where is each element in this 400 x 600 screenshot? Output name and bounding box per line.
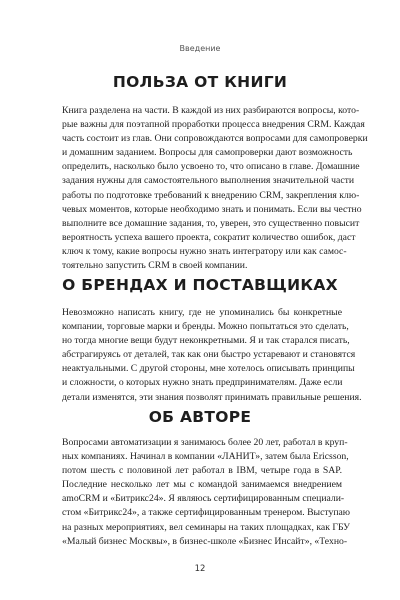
page-number: 12 — [194, 564, 206, 574]
text-line: абстрагируясь от деталей, так как они быстро устаревают и становятся — [62, 349, 356, 361]
text-line: Невозможно написать книгу, где не упоминались бы конкретные — [62, 307, 342, 318]
text-line: на разных мероприятиях, вел семинары на таких площадках, как ГБУ — [62, 521, 351, 533]
text-line: «Малый бизнес Москвы», в бизнес-школе «Бизнес Инсайт», «Техно- — [62, 535, 348, 547]
section-heading-benefit: ПОЛЬЗА ОТ КНИГИ — [112, 73, 288, 91]
text-line: Вопросами автоматизации я занимаюсь более 20 лет, работал в круп- — [62, 437, 348, 448]
section-paragraph-author — [62, 436, 351, 549]
text-line: ных компаниях. Начинал в компании «ЛАНИТ», затем была Ericsson, — [62, 451, 349, 463]
text-line: чевых моментов, которые необходимо знать и понимать. Если вы честно — [62, 203, 362, 215]
text-line: задания нужны для самостоятельного выполнения значительной части — [62, 175, 355, 187]
section-heading-brands: О БРЕНДАХ И ПОСТАВЩИКАХ — [62, 276, 338, 294]
text-line: вероятность успеха вашего проекта, сократит количество ошибок, даст — [62, 231, 356, 243]
text-line: amoCRM и «Битрикс24». Я являюсь сертифицированным специали- — [62, 493, 345, 505]
text-line: рые важны для поэтапной проработки процесса внедрения CRM. Каждая — [62, 119, 365, 131]
text-line: работы по подготовке требований к внедрению CRM, закрепления клю- — [62, 189, 360, 201]
text-line: потом шесть с половиной лет работал в IBM, четыре года в SAP. — [62, 465, 342, 477]
text-line: Последние несколько лет мы с командой занимаемся внедрением — [62, 479, 342, 491]
section-heading-author: ОБ АВТОРЕ — [148, 408, 252, 426]
text-line: выполните все домашние задания, то, уверен, это существенно повысит — [62, 217, 360, 229]
text-line: ключ к тому, какие вопросы нужно знать интегратору или как самос- — [62, 245, 347, 257]
text-line: и домашним заданием. Вопросы для самопроверки дают возможность — [62, 147, 353, 159]
running-head: Введение — [179, 44, 221, 53]
section-paragraph-benefit — [62, 104, 368, 273]
text-line: но тогда многие вещи будут неконкретными. Я и так старался писать, — [62, 335, 350, 347]
text-line: Книга разделена на части. В каждой из них разбираются вопросы, кото- — [62, 105, 360, 116]
text-line: определить, насколько было усвоено то, что описано в главе. Домашние — [62, 161, 360, 173]
text-line: тоятельно запустить CRM в своей компании. — [62, 260, 248, 272]
text-line: часть состоит из глав. Они сопровождаются вопросами для самопроверки — [62, 133, 368, 145]
text-line: компании, торговые марки и бренды. Можно попытаться это сделать, — [62, 321, 349, 333]
section-paragraph-brands — [62, 306, 362, 405]
text-line: и сложности, о которых нужно знать предпринимателям. Даже если — [62, 377, 343, 389]
text-line: стом «Битрикс24», а также сертифицированным тренером. Выступаю — [62, 507, 351, 519]
text-line: детали изменятся, эти знания позволят принимать правильные решения. — [62, 391, 362, 403]
text-line: неактуальными. С другой стороны, мне хотелось описывать принципы — [62, 363, 355, 375]
